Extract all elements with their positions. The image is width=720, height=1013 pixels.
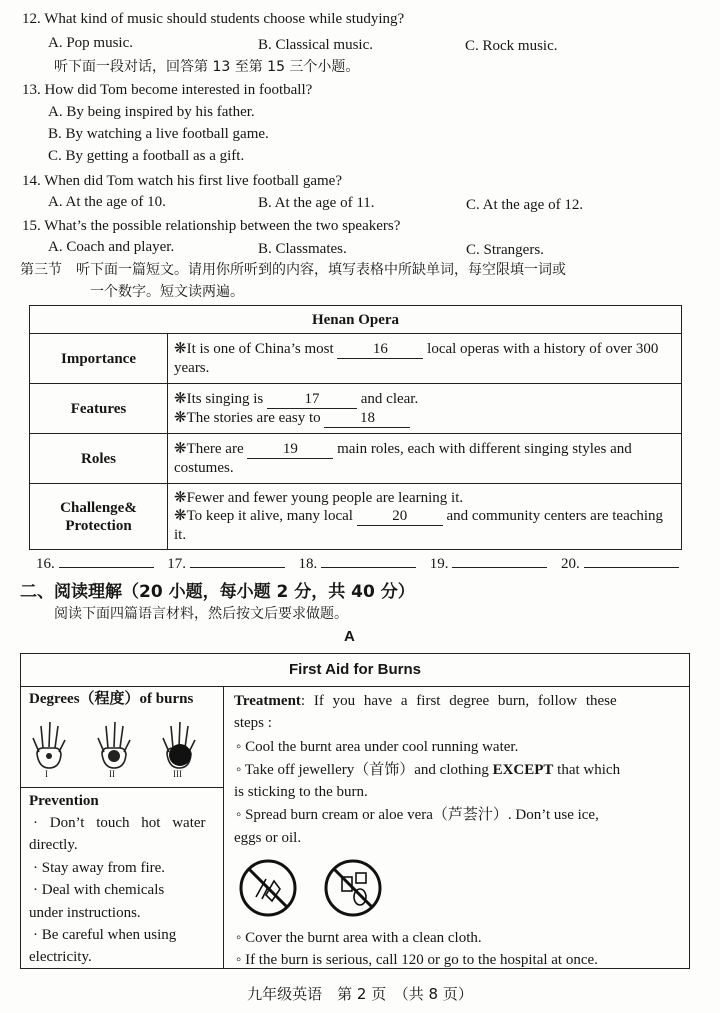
burn-degree-hands-icon [27, 712, 217, 782]
q12-stem: 12. What kind of music should students choose while studying? [22, 11, 405, 27]
blank-20: 20 [357, 507, 443, 526]
treatment-label: Treatment [234, 693, 301, 709]
challenge-cell: ❋Fewer and fewer young people are learning it. ❋To keep it alive, many local 20 and community centers are teaching it. [168, 484, 682, 550]
treatment-step: ◦ Spread burn cream or aloe vera（芦荟汁）. Don’t use ice, [236, 807, 599, 823]
treatment-step: ◦ If the burn is serious, call 120 or go to the hospital at once. [236, 952, 598, 968]
first-aid-title: First Aid for Burns [21, 654, 689, 687]
degree-mark-1: I [45, 769, 48, 779]
q15-option-c: C. Strangers. [466, 242, 544, 258]
treatment-panel: Treatment: If you have a first degree burn, follow these steps : ◦ Cool the burnt area under cool running water. ◦ Take off jewellery（首饰）and clothing EXCEPT that which is sticking to the burn. ◦ Spread burn cream or aloe vera（芦荟汁）. Don’t use ice, eggs or oil. ◦ Cover the burnt area with a clean cloth. ◦ If the burn is serious, call 120 or go to the hospital at once. [234, 693, 621, 968]
prevention-item: directly. [29, 837, 78, 853]
no-ice-eggs-oil-icons [238, 857, 388, 921]
q14-option-c: C. At the age of 12. [466, 197, 584, 213]
answer-18-field[interactable] [321, 567, 416, 568]
q14-stem: 14. When did Tom watch his first live football game? [22, 173, 342, 189]
page-footer: 九年级英语 第 2 页 （共 8 页） [247, 985, 473, 1003]
q12-option-b: B. Classical music. [258, 37, 373, 53]
blank-16: 16 [337, 340, 423, 359]
prevention-item: · Stay away from fire. [33, 860, 166, 876]
left-column [21, 686, 224, 968]
row-label-importance: Importance [30, 334, 168, 384]
section3-instruction-line2: 一个数字。短文读两遍。 [90, 284, 244, 300]
henan-opera-table [29, 305, 682, 550]
prevention-item: · Don’t touch hot water [33, 815, 206, 831]
importance-cell: ❋It is one of China’s most 16 local operas with a history of over 300 years. [168, 334, 682, 384]
degrees-panel [21, 686, 223, 788]
q13-stem: 13. How did Tom become interested in football? [22, 82, 313, 98]
first-aid-box [20, 653, 690, 969]
blank-19: 19 [247, 440, 333, 459]
degrees-label: Degrees（程度）of burns [29, 691, 194, 707]
blank-18: 18 [324, 409, 410, 428]
treatment-step: ◦ Cover the burnt area with a clean cloth. [236, 930, 482, 946]
treatment-step: ◦ Cool the burnt area under cool running water. [236, 739, 519, 755]
roles-cell: ❋There are 19 main roles, each with different singing styles and costumes. [168, 434, 682, 484]
prevention-item: under instructions. [29, 905, 141, 921]
answer-17-field[interactable] [190, 567, 285, 568]
prevention-item: · Deal with chemicals [33, 882, 165, 898]
treatment-step: ◦ Take off jewellery（首饰）and clothing EXCEPT that which [236, 762, 621, 778]
answer-20-field[interactable] [584, 567, 679, 568]
q14-option-b: B. At the age of 11. [258, 195, 375, 211]
part2-heading: 二、阅读理解（20 小题，每小题 2 分，共 40 分） [20, 582, 415, 602]
q15-option-b: B. Classmates. [258, 241, 347, 257]
row-label-roles: Roles [30, 434, 168, 484]
q12-option-c: C. Rock music. [465, 38, 558, 54]
prevention-item: · Be careful when using [33, 927, 177, 943]
q13-option-c: C. By getting a football as a gift. [48, 148, 245, 164]
features-cell: ❋Its singing is 17 and clear. ❋The stories are easy to 18 [168, 384, 682, 434]
table-title: Henan Opera [30, 306, 682, 334]
prevention-item: electricity. [29, 949, 92, 965]
degree-mark-2: II [109, 769, 115, 779]
part2-instruction: 阅读下面四篇语言材料，然后按文后要求做题。 [54, 606, 348, 622]
passage-label: A [344, 628, 355, 645]
prevention-title: Prevention [29, 793, 99, 809]
answer-19-field[interactable] [452, 567, 547, 568]
blank-17: 17 [267, 390, 357, 409]
q13-option-b: B. By watching a live football game. [48, 126, 269, 142]
q15-stem: 15. What’s the possible relationship between the two speakers? [22, 218, 401, 234]
degree-mark-3: III [173, 769, 182, 779]
row-label-challenge-protection: Challenge& Protection [30, 484, 168, 550]
q15-option-a: A. Coach and player. [48, 239, 175, 255]
row-label-features: Features [30, 384, 168, 434]
answer-blanks-row: 16. 17. 18. 19. 20. [36, 555, 689, 573]
q14-option-a: A. At the age of 10. [48, 194, 166, 210]
q12-option-a: A. Pop music. [48, 35, 134, 51]
answer-16-field[interactable] [59, 567, 154, 568]
dialogue-instruction: 听下面一段对话，回答第 13 至第 15 三个小题。 [54, 59, 360, 75]
q13-option-a: A. By being inspired by his father. [48, 104, 255, 120]
section3-instruction-line1: 第三节 听下面一篇短文。请用你所听到的内容，填写表格中所缺单词，每空限填一词或 [20, 262, 566, 278]
